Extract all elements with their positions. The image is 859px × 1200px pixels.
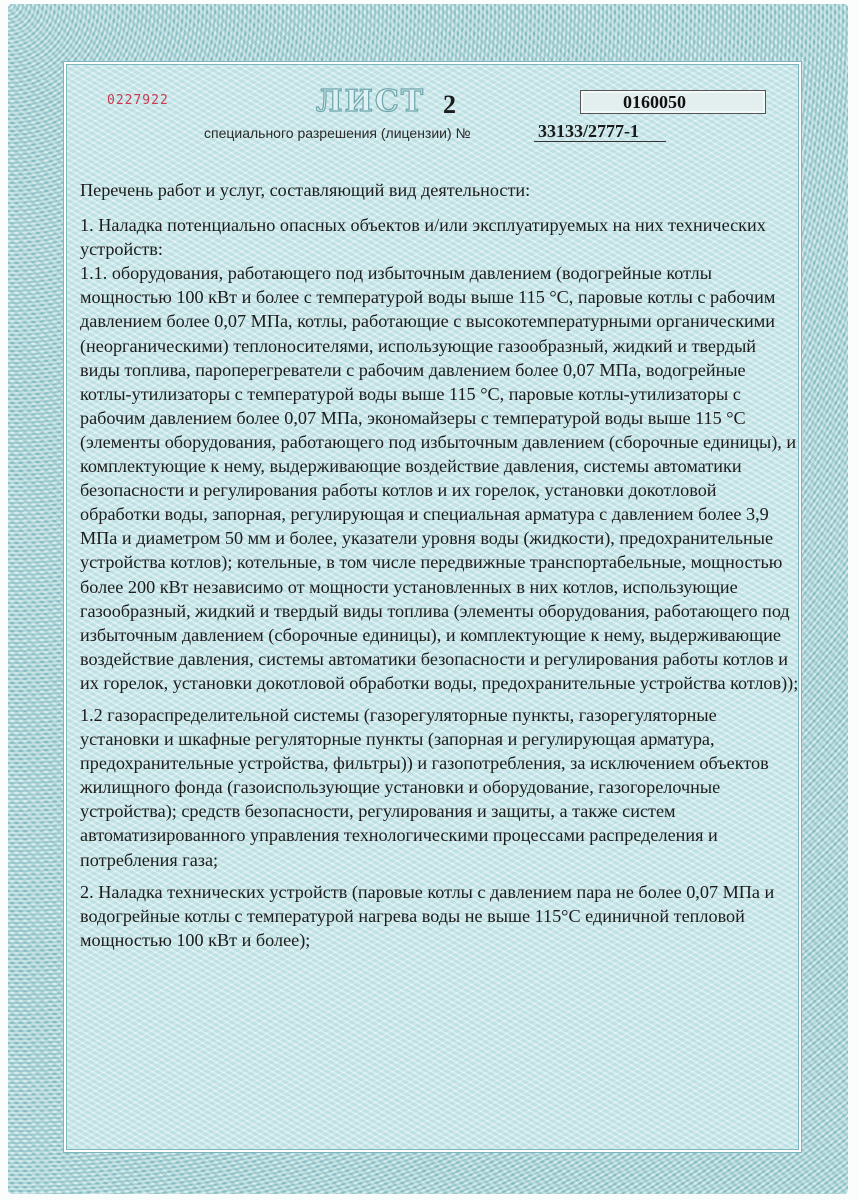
section-heading: Перечень работ и услуг, составляющий вид деятельности: — [80, 180, 531, 200]
document-body — [80, 178, 800, 952]
license-number: 33133/2777-1 — [538, 121, 639, 141]
sheet-number: 2 — [443, 90, 456, 119]
license-underline — [534, 141, 666, 142]
item-1-2: 1.2 газораспределительной системы (газорегуляторные пункты, газорегуляторные установки и шкафные регуляторные пункты (запорная и регулирующая арматура, предохранительные устройства, фильтры)) и газопотребления, за исключением объектов жилищного фонда (газоиспользующие установки и оборудование, газогорелочные устройства); средств безопасности, регулирования и защиты, а также систем автоматизированного управления технологическими процессами распределения и потребления газа; — [80, 704, 769, 870]
sheet-title: ЛИСТ — [316, 84, 426, 119]
form-number-box — [580, 90, 766, 114]
item-1-1: 1.1. оборудования, работающего под избыточным давлением (водогрейные котлы мощностью 100 кВт и более с температурой воды выше 115 °С, паровые котлы с рабочим давлением более 0,07 МПа, котлы, работающие с высокотемпературными органическими (неорганическими) теплоносителями, использующие газообразный, жидкий и твердый виды топлива, пароперегреватели с рабочим давлением более 0,07 МПа, водогрейные котлы-утилизаторы с температурой воды выше 115 °С, паровые котлы-утилизаторы с рабочим давлением более 0,07 МПа, экономайзеры с температурой воды выше 115 °С (элементы оборудования, работающего под избыточным давлением (сборочные единицы), и комплектующие к нему, выдерживающие воздействие давления, системы автоматики безопасности и регулирования работы котлов и их горелок, установки докотловой обработки воды, запорная, регулирующая и специальная арматура с давлением более 3,9 МПа и диаметром 50 мм и более, указатели уровня воды (жидкости), предохранительные устройства котлов); котельные, в том числе передвижные транспортабельные, мощностью более 200 кВт независимо от мощности установленных в них котлов, использующие газообразный, жидкий и твердый виды топлива (элементы оборудования, работающего под избыточным давлением (сборочные единицы), и комплектующие к нему, выдерживающие воздействие давления, системы автоматики безопасности и регулирования работы котлов и их горелок, установки докотловой обработки воды, предохранительные устройства котлов)); — [80, 263, 799, 693]
serial-number: 0227922 — [107, 93, 169, 108]
subtitle: специального разрешения (лицензии) № — [204, 125, 471, 141]
form-number: 0160050 — [623, 92, 686, 112]
item-1: 1. Наладка потенциально опасных объектов и/или эксплуатируемых на них технических устройств: — [80, 215, 766, 260]
item-2: 2. Наладка технических устройств (паровые котлы с давлением пара не более 0,07 МПа и водогрейные котлы с температурой нагрева воды не выше 115°С единичной тепловой мощностью 100 кВт и более); — [80, 881, 775, 950]
